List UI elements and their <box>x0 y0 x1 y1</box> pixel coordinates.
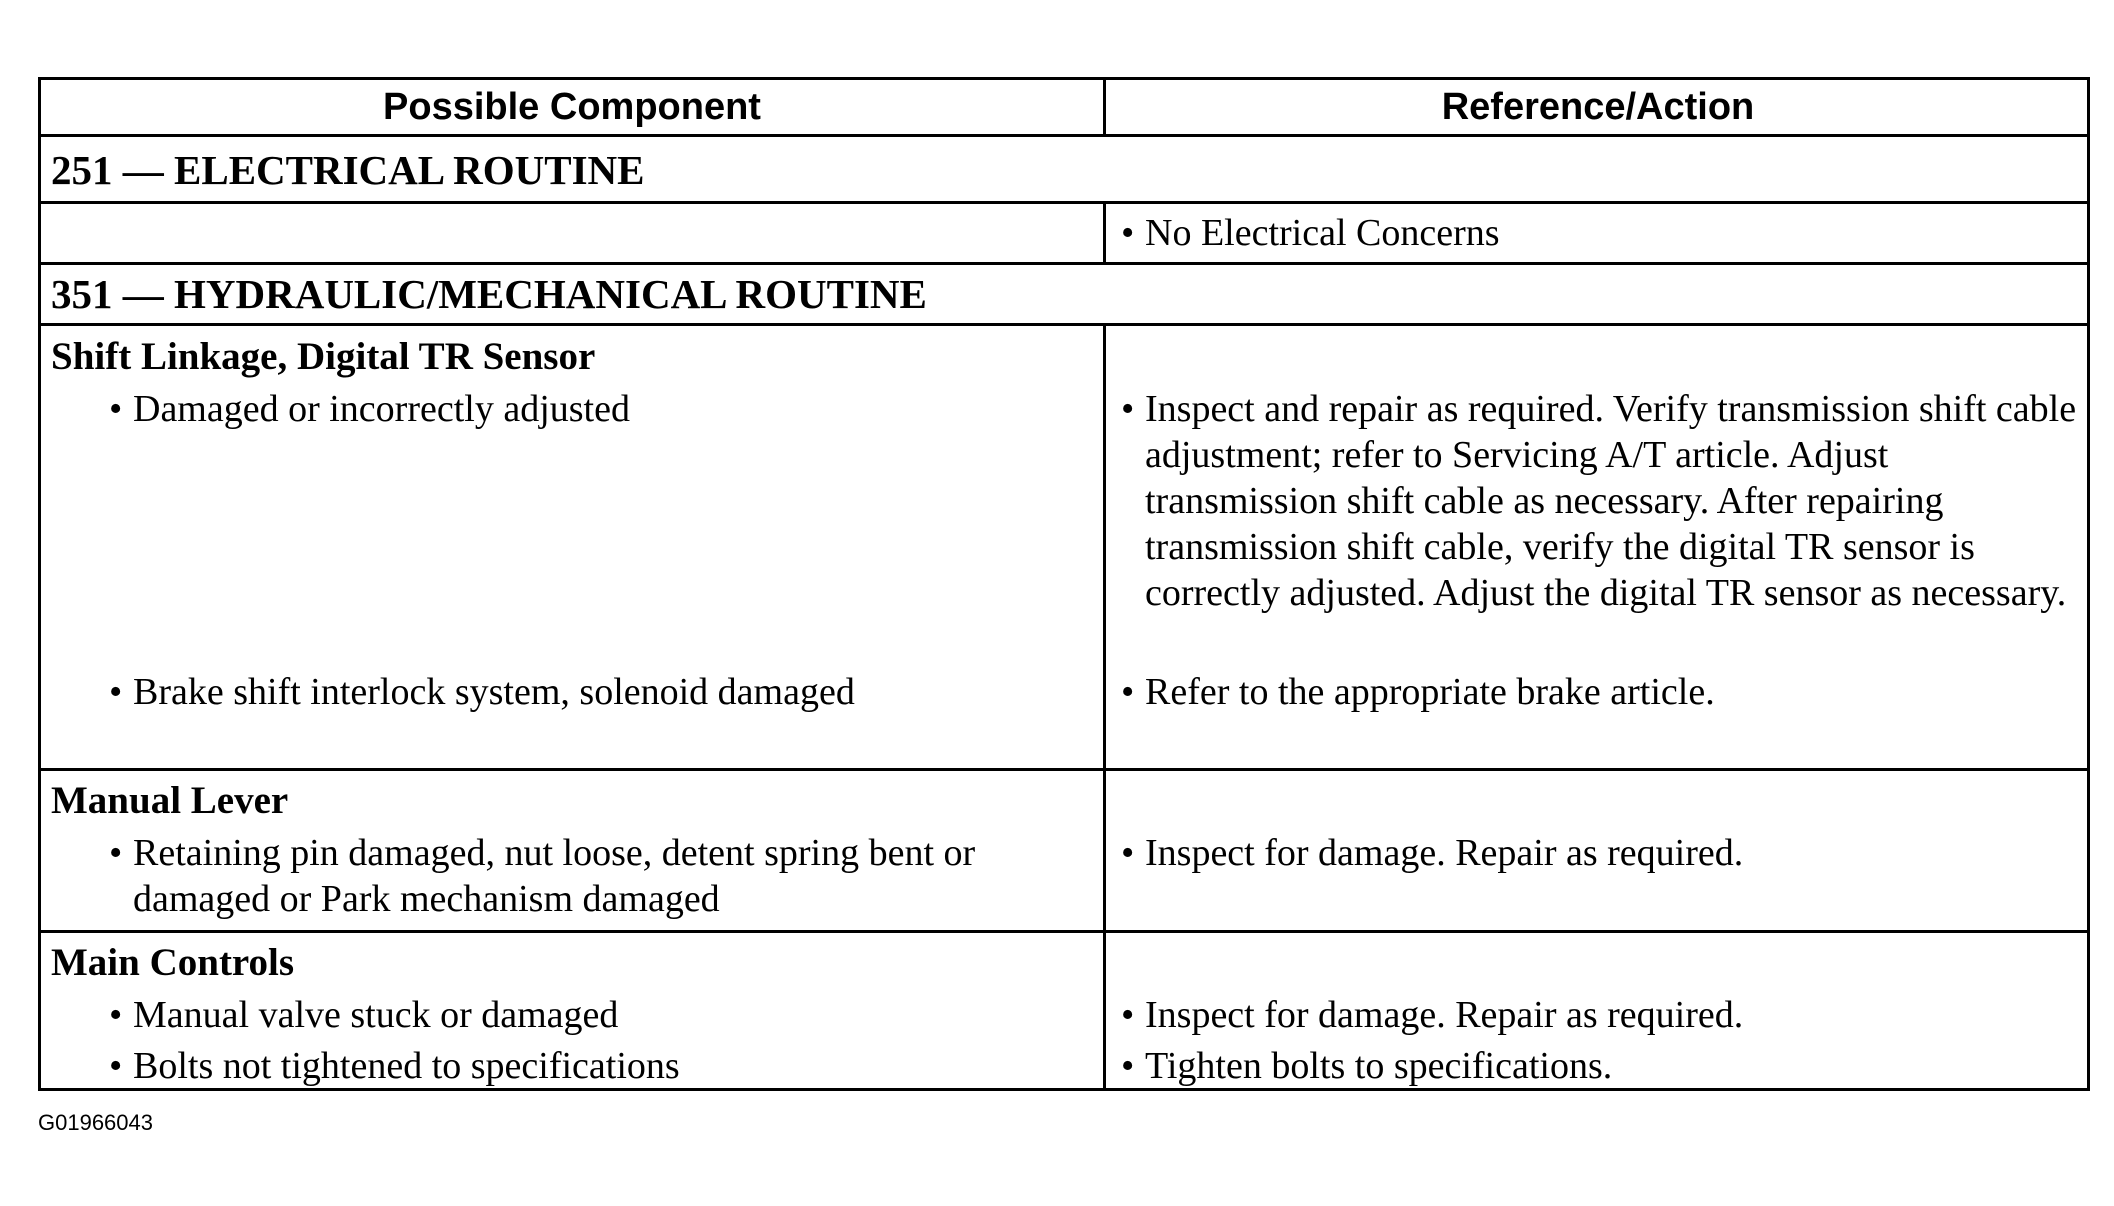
column-divider <box>1103 80 1106 134</box>
column-divider <box>1103 323 1106 1091</box>
row-divider <box>41 134 2087 137</box>
group-title-main-controls: Main Controls <box>51 941 295 984</box>
component-brake-shift-interlock: • Brake shift interlock system, solenoid damaged <box>109 669 1093 715</box>
section-title-hydraulic-mechanical: 351 — HYDRAULIC/MECHANICAL ROUTINE <box>51 271 927 317</box>
column-divider <box>1103 201 1106 262</box>
component-bolts-not-tightened: • Bolts not tightened to specifications <box>109 1043 1093 1089</box>
figure-id: G01966043 <box>38 1110 153 1135</box>
action-tighten-bolts: • Tighten bolts to specifications. <box>1121 1043 2085 1089</box>
row-divider <box>41 201 2087 204</box>
header-possible-component: Possible Component <box>383 85 761 128</box>
action-inspect-shift-cable: • Inspect and repair as required. Verify transmission shift cable adjustment; refer to Servicing A/T article. Adjust transmission shift cable as necessary. After repairing transmission shift cable, verify the digital TR sensor is correctly adjusted. Adjust the digital TR sensor as necessary. <box>1121 386 2085 616</box>
section-title-electrical: 251 — ELECTRICAL ROUTINE <box>51 147 645 193</box>
action-refer-brake-article: • Refer to the appropriate brake article. <box>1121 669 2085 715</box>
action-inspect-manual-lever: • Inspect for damage. Repair as required. <box>1121 830 2085 876</box>
component-manual-valve: • Manual valve stuck or damaged <box>109 992 1093 1038</box>
diagnostic-table <box>38 77 2090 1091</box>
component-retaining-pin: • Retaining pin damaged, nut loose, detent spring bent or damaged or Park mechanism damaged <box>109 830 1093 922</box>
header-reference-action: Reference/Action <box>1441 85 1755 128</box>
row-divider <box>41 323 2087 326</box>
row-divider <box>41 768 2087 771</box>
action-inspect-manual-valve: • Inspect for damage. Repair as required. <box>1121 992 2085 1038</box>
group-title-manual-lever: Manual Lever <box>51 779 289 822</box>
component-damaged-or-incorrectly-adjusted: • Damaged or incorrectly adjusted <box>109 386 1093 432</box>
row-divider <box>41 930 2087 933</box>
row-divider <box>41 262 2087 265</box>
action-no-electrical-concerns: • No Electrical Concerns <box>1121 210 2085 256</box>
group-title-shift-linkage: Shift Linkage, Digital TR Sensor <box>51 335 596 378</box>
